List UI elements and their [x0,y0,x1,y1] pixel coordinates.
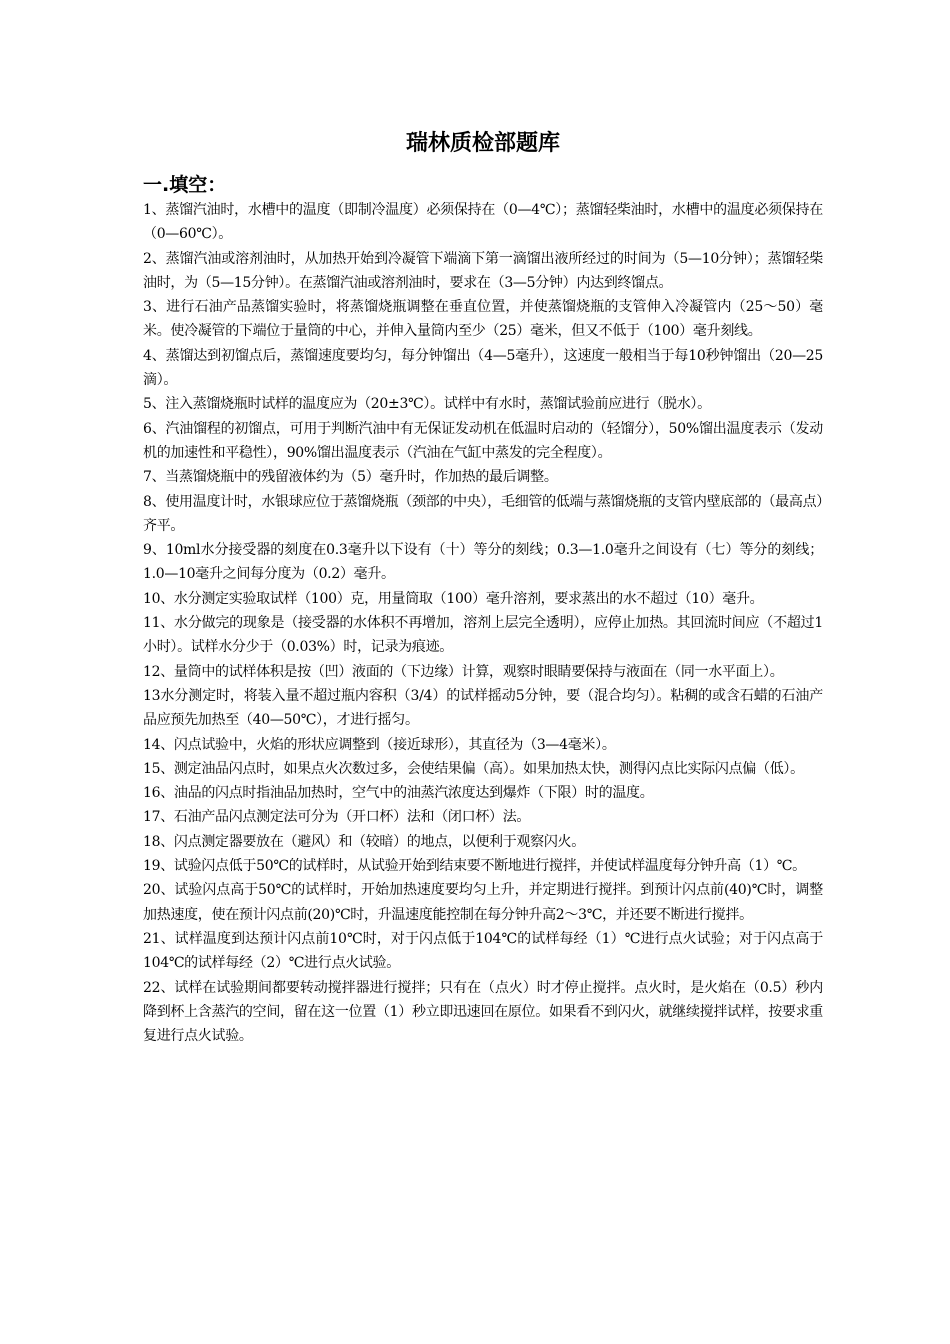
question-item: 20、试验闪点高于50℃的试样时，开始加热速度要均匀上升，并定期进行搅拌。到预计闪点前(40)℃时，调整加热速度，使在预计闪点前(20)℃时，升温速度能控制在每分钟升高2～3℃，并还要不断进行搅拌。 [143,882,823,923]
section-heading: 一.填空： [143,174,227,196]
question-item: 11、水分做完的现象是（接受器的水体积不再增加，溶剂上层完全透明），应停止加热。其回流时间应（不超过1小时）。试样水分少于（0.03%）时，记录为痕迹。 [143,615,823,656]
document-page [143,128,823,1048]
question-item: 6、汽油馏程的初馏点，可用于判断汽油中有无保证发动机在低温时启动的（轻馏分），50%馏出温度表示（发动机的加速性和平稳性），90%馏出温度表示（汽油在气缸中蒸发的完全程度）。 [143,420,823,461]
question-item: 5、注入蒸馏烧瓶时试样的温度应为（20±3℃）。试样中有水时，蒸馏试验前应进行（脱水）。 [143,396,711,413]
question-item: 19、试验闪点低于50℃的试样时，从试验开始到结束要不断地进行搅拌，并使试样温度每分钟升高（1）℃。 [143,858,806,875]
question-item: 15、测定油品闪点时，如果点火次数过多，会使结果偏（高）。如果加热太快，测得闪点比实际闪点偏（低）。 [143,760,804,777]
question-item: 1、蒸馏汽油时，水槽中的温度（即制冷温度）必须保持在（0—4℃）；蒸馏轻柴油时，水槽中的温度必须保持在（0—60℃）。 [143,202,823,243]
question-item: 21、试样温度到达预计闪点前10℃时，对于闪点低于104℃的试样每经（1）℃进行点火试验；对于闪点高于104℃的试样每经（2）℃进行点火试验。 [143,930,823,972]
question-item: 7、当蒸馏烧瓶中的残留液体约为（5）毫升时，作加热的最后调整。 [143,469,558,486]
question-item: 17、石油产品闪点测定法可分为（开口杯）法和（闭口杯）法。 [143,809,531,826]
question-item: 22、试样在试验期间都要转动搅拌器进行搅拌；只有在（点火）时才停止搅拌。点火时，是火焰在（0.5）秒内降到杯上含蒸汽的空间，留在这一位置（1）秒立即迅速回在原位。如果看不到闪火，就继续搅拌试样，按要求重复进行点火试验。 [143,979,823,1045]
question-item: 14、闪点试验中，火焰的形状应调整到（接近球形），其直径为（3—4毫米）。 [143,736,616,753]
question-item: 9、10ml水分接受器的刻度在0.3毫升以下设有（十）等分的刻线；0.3—1.0毫升之间设有（七）等分的刻线；1.0—10毫升之间每分度为（0.2）毫升。 [143,542,823,583]
question-item: 4、蒸馏达到初馏点后，蒸馏速度要均匀，每分钟馏出（4—5毫升），这速度一般相当于每10秒钟馏出（20—25滴）。 [143,347,823,389]
question-item: 2、蒸馏汽油或溶剂油时，从加热开始到冷凝管下端滴下第一滴馏出液所经过的时间为（5—10分钟）；蒸馏轻柴油时，为（5—15分钟）。在蒸馏汽油或溶剂油时，要求在（3—5分钟）内达到终馏点。 [143,250,823,291]
question-item: 18、闪点测定器要放在（避风）和（较暗）的地点，以便利于观察闪火。 [143,833,585,850]
question-list [143,198,823,1048]
question-item: 10、水分测定实验取试样（100）克，用量筒取（100）毫升溶剂，要求蒸出的水不超过（10）毫升。 [143,590,764,607]
document-title: 瑞林质检部题库 [405,131,560,156]
question-item: 13水分测定时，将装入量不超过瓶内容积（3/4）的试样摇动5分钟，要（混合均匀）。粘稠的或含石蜡的石油产品应预先加热至（40—50℃），才进行摇匀。 [143,687,823,729]
question-item: 8、使用温度计时，水银球应位于蒸馏烧瓶（颈部的中央），毛细管的低端与蒸馏烧瓶的支管内壁底部的（最高点）齐平。 [143,493,823,534]
question-item: 12、量筒中的试样体积是按（凹）液面的（下边缘）计算，观察时眼睛要保持与液面在（同一水平面上）。 [143,663,784,680]
question-item: 3、进行石油产品蒸馏实验时，将蒸馏烧瓶调整在垂直位置，并使蒸馏烧瓶的支管伸入冷凝管内（25～50）毫米。使冷凝管的下端位于量筒的中心，并伸入量筒内至少（25）毫米，但又不低于（100）毫升刻线。 [143,299,823,340]
question-item: 16、油品的闪点时指油品加热时，空气中的油蒸汽浓度达到爆炸（下限）时的温度。 [143,785,654,802]
